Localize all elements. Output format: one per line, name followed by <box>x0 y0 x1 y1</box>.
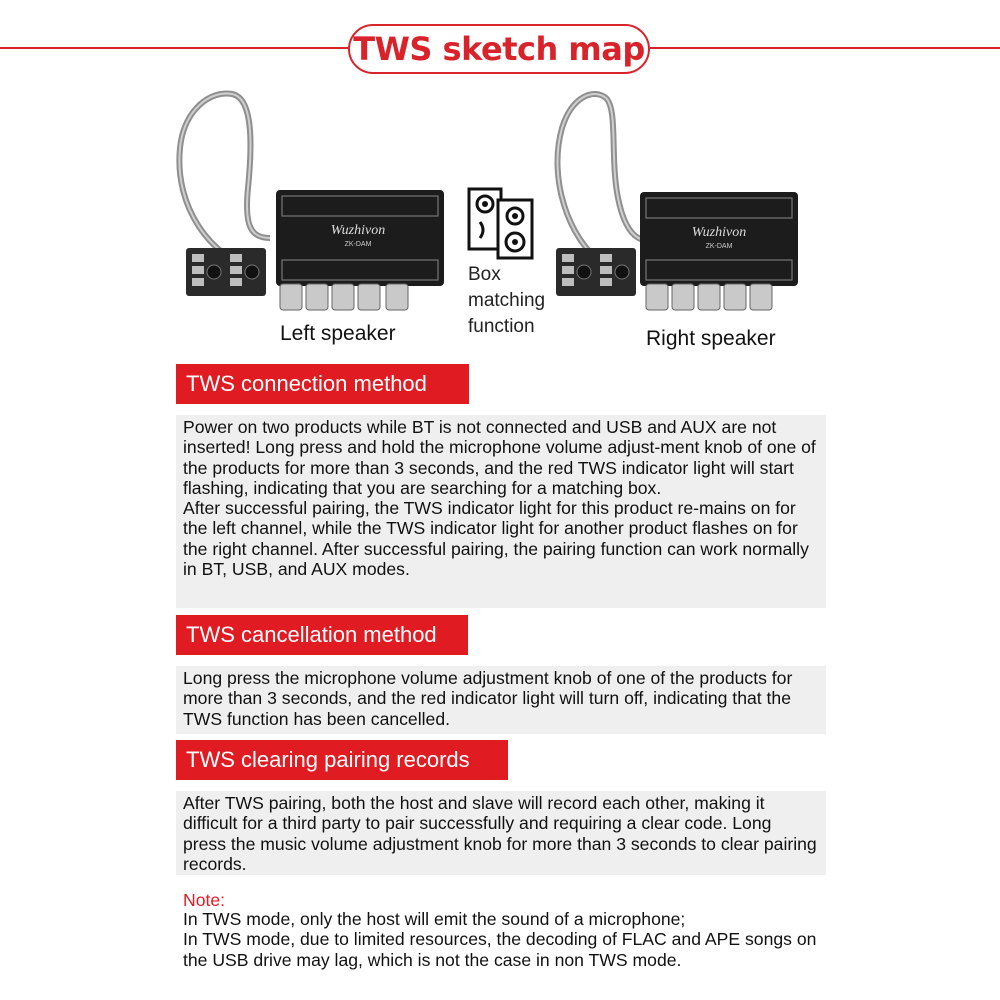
left-speaker-caption: Left speaker <box>280 322 396 345</box>
note-line: In TWS mode, due to limited resources, the decoding of FLAC and APE songs on the USB drive may lag, which is not the case in non TWS mode. <box>183 929 817 970</box>
right-speaker-board-image <box>548 88 808 318</box>
cancellation-method-text <box>176 666 826 734</box>
left-speaker-board-image <box>172 88 450 318</box>
paragraph: Power on two products while BT is not connected and USB and AUX are not inserted! Long press and hold the microphone volume adjust-ment knob of one of the products for more than 3 seconds, and the red TWS indicator light will start flashing, indicating that you are searching for a matching box. <box>183 417 816 498</box>
connection-method-text <box>176 415 826 608</box>
paragraph: After successful pairing, the TWS indicator light for this product re-mains on for the left channel, while the TWS indicator light for another product flashes on for the right channel. After successful pairing, the pairing function can work normally in BT, USB, and AUX modes. <box>183 498 809 580</box>
note-line: In TWS mode, only the host will emit the sound of a microphone; <box>183 909 686 929</box>
paragraph: Long press the microphone volume adjustment knob of one of the products for more than 3 seconds, and the red indicator light will turn off, indicating that the TWS function has been cancelled. <box>183 668 793 729</box>
cancellation-method-heading: TWS cancellation method <box>176 615 468 655</box>
right-speaker-caption: Right speaker <box>646 327 776 350</box>
left-board-model: ZK-DAM <box>344 241 372 248</box>
right-board-model: ZK-DAM <box>705 243 733 250</box>
box-matching-label: Box matching function <box>468 264 546 337</box>
left-board-brand: Wuzhivon <box>330 223 386 238</box>
page-title: TWS sketch map <box>348 24 650 74</box>
header-rule-left <box>0 47 350 49</box>
note-title: Note: <box>183 890 226 910</box>
header-rule-right <box>650 47 1000 49</box>
right-board-brand: Wuzhivon <box>691 225 747 240</box>
connection-method-heading: TWS connection method <box>176 364 469 404</box>
paragraph: After TWS pairing, both the host and slave will record each other, making it difficult for a third party to pair successfully and requiring a clear code. Long press the music volume adjustment knob for more than 3 seconds to clear pairing records. <box>183 793 817 874</box>
clearing-records-heading: TWS clearing pairing records <box>176 740 508 780</box>
note-text <box>183 909 823 970</box>
speaker-pair-icon <box>466 186 538 262</box>
clearing-records-text <box>176 791 826 875</box>
